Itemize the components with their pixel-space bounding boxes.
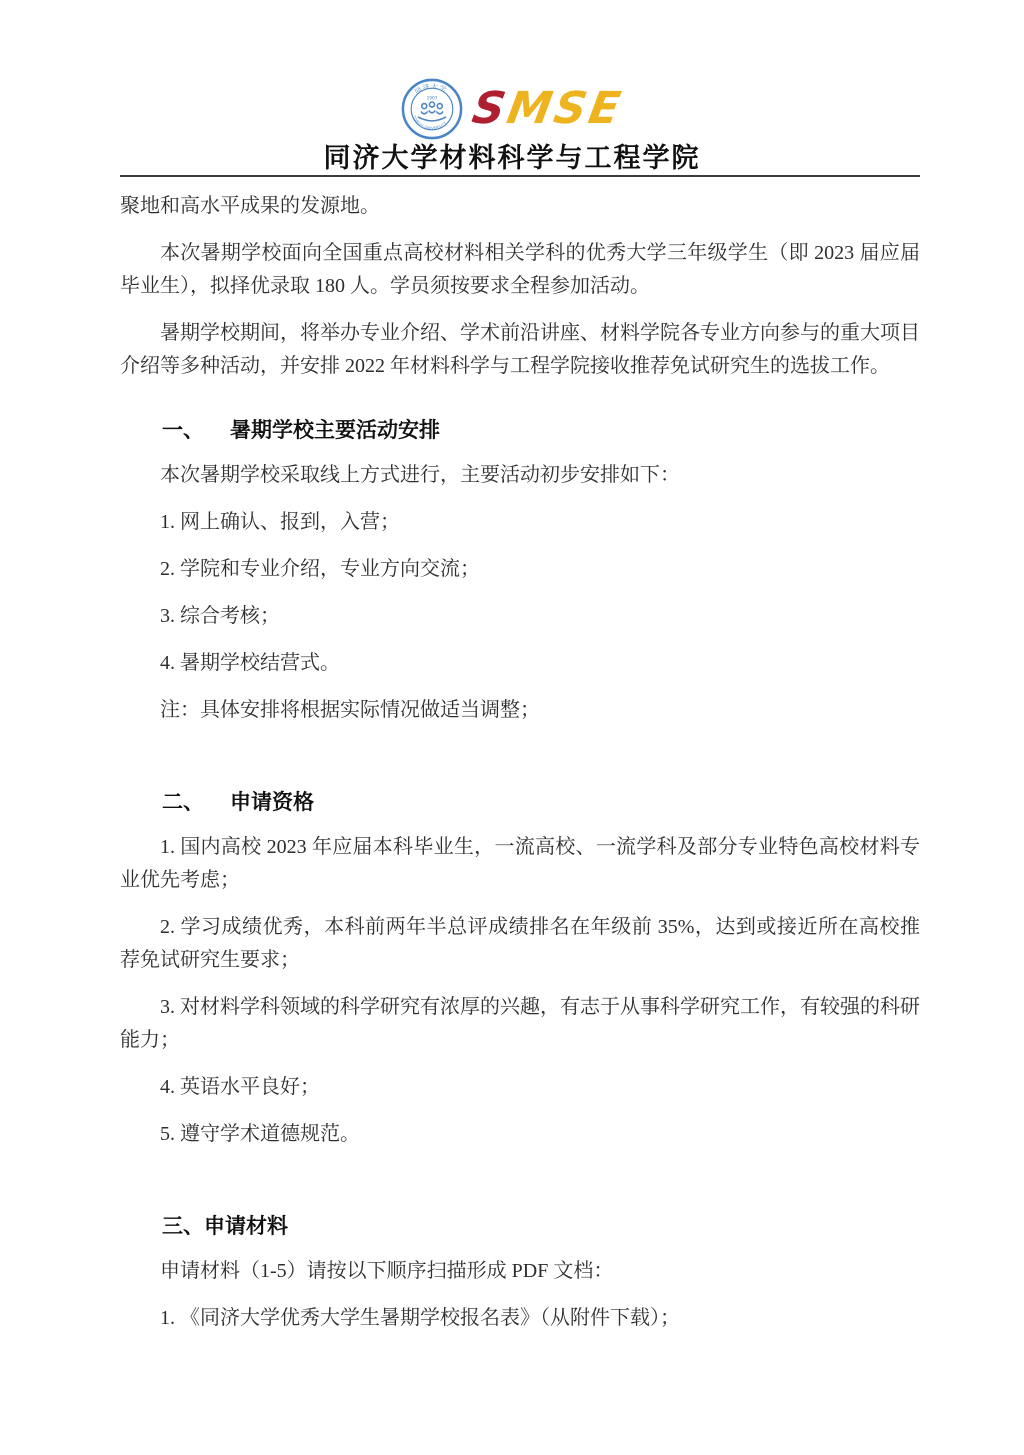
- section-note: 注：具体安排将根据实际情况做适当调整；: [160, 699, 540, 721]
- smse-wordmark-rest: MSE: [503, 83, 628, 134]
- section-title: 申请资格: [230, 790, 314, 814]
- list-item: 1. 《同济大学优秀大学生暑期学校报名表》（从附件下载）；: [160, 1307, 680, 1329]
- intro-paragraph: 暑期学校期间，将举办专业介绍、学术前沿讲座、材料学院各专业方向参与的重大项目介绍等多种活动，并安排 2022 年材料科学与工程学院接收推荐免试研究生的选拔工作。: [120, 322, 920, 377]
- list-item: 2. 学院和专业介绍，专业方向交流；: [160, 558, 480, 580]
- section-heading-activities: [120, 415, 920, 445]
- section-heading-eligibility: [120, 787, 920, 817]
- list-item: 3. 综合考核；: [160, 605, 280, 627]
- carryover-text-line: 聚地和高水平成果的发源地。: [120, 195, 380, 217]
- list-item: 2. 学习成绩优秀，本科前两年半总评成绩排名在年级前 35%，达到或接近所在高校推荐免试研究生要求；: [120, 916, 920, 971]
- list-item: 1. 网上确认、报到，入营；: [160, 511, 400, 533]
- list-item: 4. 暑期学校结营式。: [160, 652, 340, 674]
- intro-paragraph: 本次暑期学校面向全国重点高校材料相关学科的优秀大学三年级学生（即 2023 届应届毕业生），拟择优录取 180 人。学员须按要求全程参加活动。: [120, 242, 920, 297]
- svg-text:TONGJI UNIVERSITY: TONGJI UNIVERSITY: [412, 115, 448, 131]
- section-number: 二、: [162, 790, 204, 814]
- smse-wordmark-logo: [468, 83, 628, 134]
- document-body: [120, 175, 920, 1455]
- smse-wordmark-first-letter: S: [468, 83, 513, 134]
- section-title: 暑期学校主要活动安排: [230, 418, 440, 442]
- list-item: 1. 国内高校 2023 年应届本科毕业生，一流高校、一流学科及部分专业特色高校材料专业优先考虑；: [120, 836, 920, 891]
- svg-text:同济大学: 同济大学: [413, 82, 449, 97]
- letterhead: [0, 0, 1024, 175]
- section-heading-materials: 三、申请材料: [162, 1214, 288, 1238]
- logo-row: [0, 78, 1024, 140]
- list-item: 3. 对材料学科领域的科学研究有浓厚的兴趣，有志于从事科学研究工作，有较强的科研能力；: [120, 996, 920, 1051]
- section-number: 一、: [162, 418, 204, 442]
- section-lead: 本次暑期学校采取线上方式进行，主要活动初步安排如下：: [160, 464, 680, 486]
- section-lead: 申请材料（1-5）请按以下顺序扫描形成 PDF 文档：: [160, 1260, 614, 1282]
- list-item: 4. 英语水平良好；: [160, 1076, 320, 1098]
- tongji-university-seal-icon: [401, 78, 463, 140]
- list-item: 5. 遵守学术道德规范。: [160, 1123, 360, 1145]
- svg-text:1907: 1907: [426, 96, 438, 102]
- college-name-title: 同济大学材料科学与工程学院: [323, 143, 701, 174]
